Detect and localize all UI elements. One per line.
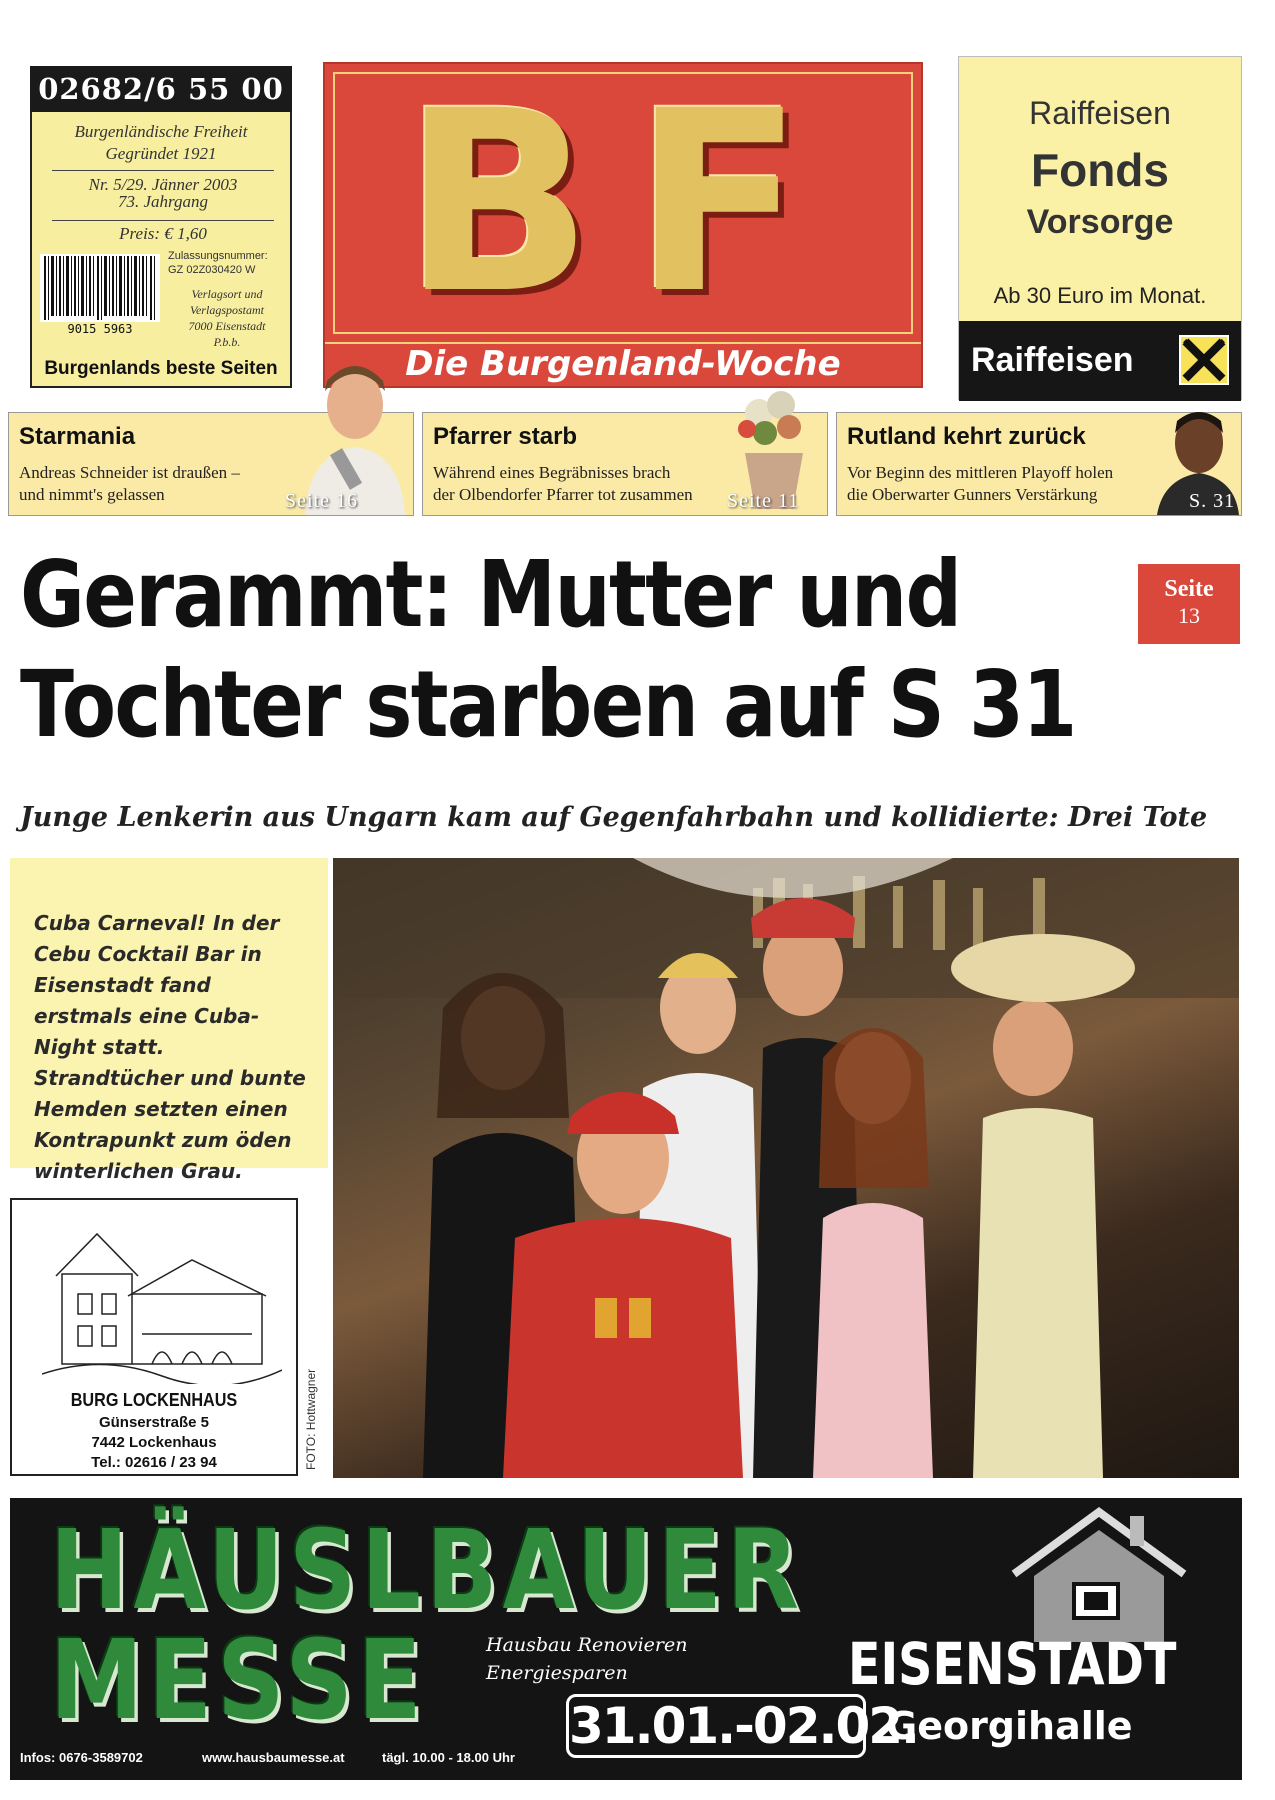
- teaser-text: die Oberwarter Gunners Verstärkung: [847, 485, 1098, 504]
- publishing-place-line: 7000 Eisenstadt: [188, 319, 266, 333]
- price-line: Preis: € 1,60: [52, 220, 274, 244]
- paper-name: Burgenländische Freiheit: [74, 122, 248, 141]
- headline-line: Gerammt: Mutter und: [20, 541, 961, 648]
- teaser-text: Vor Beginn des mittleren Playoff holen: [847, 463, 1114, 482]
- raiffeisen-gable-cross-icon: [1179, 335, 1229, 385]
- burg-city: 7442 Lockenhaus: [91, 1434, 217, 1451]
- photo-caption-box: [10, 858, 328, 1183]
- lead-page-ref[interactable]: [1138, 564, 1240, 644]
- logo-frame: [333, 57, 913, 348]
- raiffeisen-brand-band: [959, 321, 1241, 401]
- castle-drawing-icon: [42, 1214, 282, 1384]
- messe-title-line: MESSE: [50, 1616, 427, 1744]
- publishing-place-line: P.b.b.: [213, 335, 241, 349]
- page-ref-label: Seite: [1164, 576, 1214, 602]
- party-photo[interactable]: [333, 858, 1239, 1478]
- masthead-tagline: Burgenlands beste Seiten: [44, 358, 278, 379]
- teaser-page-ref[interactable]: S. 31: [1189, 490, 1236, 512]
- teaser-title: Rutland kehrt zurück: [847, 423, 1086, 450]
- publishing-place-line: Verlagsort und: [191, 287, 263, 301]
- bf-logo: [323, 57, 923, 388]
- raiffeisen-ad-line: Raiffeisen: [1029, 95, 1171, 131]
- logo-subtitle: Die Burgenland-Woche: [325, 342, 921, 384]
- raiffeisen-brand: Raiffeisen: [971, 341, 1134, 379]
- messe-website-link[interactable]: www.hausbaumesse.at: [202, 1750, 345, 1765]
- burg-street: Günserstraße 5: [98, 1414, 210, 1431]
- house-icon: [1004, 1504, 1194, 1644]
- teaser-rutland[interactable]: [836, 412, 1242, 516]
- teaser-text: Während eines Begräbnisses brach: [433, 463, 671, 482]
- raiffeisen-ad-line: Vorsorge: [1026, 203, 1174, 241]
- messe-topics: Energiesparen: [486, 1662, 628, 1684]
- publishing-place-line: Verlagspostamt: [189, 303, 264, 317]
- issue-line: Nr. 5/29. Jänner 2003: [52, 170, 274, 195]
- teaser-text: der Olbendorfer Pfarrer tot zusammen: [433, 485, 693, 504]
- raiffeisen-ad: [958, 56, 1242, 400]
- teaser-text: Andreas Schneider ist draußen –: [19, 463, 240, 482]
- party-photo-illustration: [333, 858, 1239, 1478]
- lead-subheadline: Junge Lenkerin aus Ungarn kam auf Gegenfahrbahn und kollidierte: Drei Tote: [20, 802, 1208, 833]
- teaser-text: und nimmt's gelassen: [19, 485, 165, 504]
- teaser-pfarrer[interactable]: [422, 412, 828, 516]
- registration-number: GZ 02Z030420 W: [168, 264, 256, 276]
- messe-topics: Hausbau Renovieren: [486, 1634, 688, 1656]
- phone-number: 02682/6 55 00: [30, 66, 292, 112]
- burg-name: BURG LOCKENHAUS: [70, 1390, 238, 1410]
- messe-info-phone: Infos: 0676-3589702: [20, 1750, 143, 1765]
- raiffeisen-ad-line: Fonds: [1031, 144, 1169, 196]
- barcode-icon: [40, 254, 160, 322]
- lead-headline[interactable]: [20, 540, 1076, 760]
- teaser-page-ref[interactable]: Seite 16: [285, 490, 358, 512]
- photo-credit: FOTO: Hottwagner: [304, 1368, 318, 1470]
- messe-dates: 31.01.-02.02.: [566, 1694, 866, 1758]
- messe-hours: tägl. 10.00 - 18.00 Uhr: [382, 1750, 515, 1765]
- messe-venue: Georgihalle: [886, 1704, 1133, 1748]
- teaser-page-ref[interactable]: Seite 11: [727, 490, 800, 512]
- raiffeisen-ad-offer: Ab 30 Euro im Monat.: [993, 283, 1207, 308]
- registration-label: Zulassungsnummer:: [168, 250, 268, 262]
- teaser-starmania[interactable]: [8, 412, 414, 516]
- masthead-info-box: [30, 112, 292, 388]
- teaser-title: Starmania: [19, 423, 136, 450]
- founded-line: Gegründet 1921: [105, 144, 217, 163]
- burg-lockenhaus-ad[interactable]: [10, 1198, 298, 1476]
- teaser-title: Pfarrer starb: [433, 423, 578, 450]
- logo-letters: BF: [402, 57, 844, 348]
- volume-line: 73. Jahrgang: [117, 192, 209, 211]
- burg-phone: Tel.: 02616 / 23 94: [91, 1454, 217, 1471]
- page-ref-number: 13: [1178, 603, 1200, 628]
- headline-line: Tochter starben auf S 31: [20, 651, 1076, 758]
- haeuslbauer-messe-ad[interactable]: [10, 1498, 1242, 1780]
- messe-city: EISENSTADT: [848, 1630, 1177, 1698]
- barcode-number: 9015 5963: [67, 322, 133, 336]
- messe-title-line: HÄUSLBAUER: [50, 1506, 805, 1634]
- photo-caption: Cuba Carneval! In der Cebu Cocktail Bar in Eisenstadt fand erstmals eine Cuba-Night statt. Strandtücher und bunte Hemden setzten einen Kontrapunkt zum öden winterlichen Grau.: [34, 911, 306, 1183]
